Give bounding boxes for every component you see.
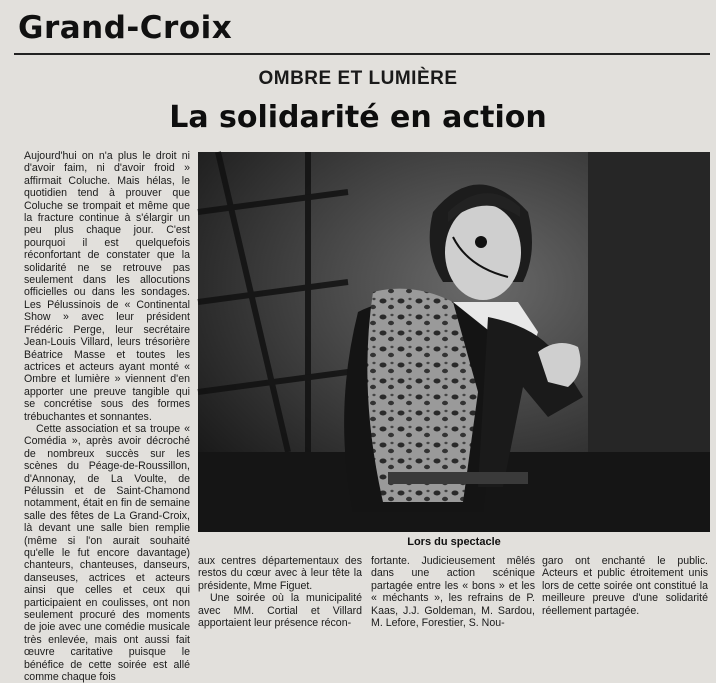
performer-photo-illustration bbox=[198, 152, 710, 532]
article-headline: La solidarité en action bbox=[169, 100, 547, 135]
article-paragraph-1: Aujourd'hui on n'a plus le droit ni d'avoir faim, ni d'avoir froid » affirmait Coluche. Mais hélas, le quotidien tend à prouver que Coluche se trompait et même que la fracture continue à s'élargir un peu plus chaque jour. C'est pourquoi il est quelquefois réconfortant de constater que la solidarité ne se retrouve pas seulement dans les allocutions officielles ou dans les sondages. Les Pélussinois de « Continental Show » avec leur président Frédéric Perge, leur secrétaire Jean-Louis Villard, leurs trésorière Béatrice Masse et toutes les actrices et acteurs ayant monté « Ombre et lumière » viennent d'en apporter une preuve tangible qui se concrétise sous des formes trébuchantes et sonnantes. bbox=[24, 150, 190, 423]
section-title: Grand-Croix bbox=[18, 10, 233, 46]
article-column-4 bbox=[542, 555, 708, 655]
article-column-1 bbox=[24, 150, 190, 683]
article-paragraph-2: Cette association et sa troupe « Comédia », après avoir décroché de nombreux succès sur les scènes du Péage-de-Roussillon, d'Annonay, de La Voulte, de Pélussin et de Saint-Chamond notamment, était en fin de semaine salle des fêtes de La Grand-Croix, là devant une salle bien remplie (même si l'on aurait souhaité qu'elle le fut encore davantage) chanteurs, chanteuses, danseurs, danseuses, actrices et acteurs ainsi que celles et ceux qui participaient en coulisses, ont non seulement procuré des moments de joie avec une comédie musicale très enlevée, mais ont aussi fait œuvre caritative puisque le bénéfice de cette soirée est allé comme chaque fois bbox=[24, 422, 190, 683]
article-kicker: OMBRE ET LUMIÈRE bbox=[258, 68, 458, 89]
article-photo bbox=[198, 152, 710, 532]
article-column-2 bbox=[198, 555, 362, 655]
article-paragraph-6: garo ont enchanté le public. Acteurs et public étroitement unis lors de cette soirée ont constitué la meilleure preuve d'une solidarité réellement partagée. bbox=[542, 555, 708, 617]
article-paragraph-4: Une soirée où la municipalité avec MM. Cortial et Villard apportaient leur présence récon- bbox=[198, 592, 362, 630]
article-column-3 bbox=[371, 555, 535, 655]
article-paragraph-3: aux centres départementaux des restos du cœur avec à leur tête la présidente, Mme Figuet. bbox=[198, 555, 362, 592]
photo-caption: Lors du spectacle bbox=[407, 536, 501, 548]
article-paragraph-5: fortante. Judicieusement mêlés dans une action scénique partagée entre les « bons » et les « méchants », les refrains de P. Kaas, J.J. Goldeman, M. Sardou, M. Lefore, Forestier, S. Nou- bbox=[371, 555, 535, 630]
section-rule bbox=[14, 53, 710, 55]
